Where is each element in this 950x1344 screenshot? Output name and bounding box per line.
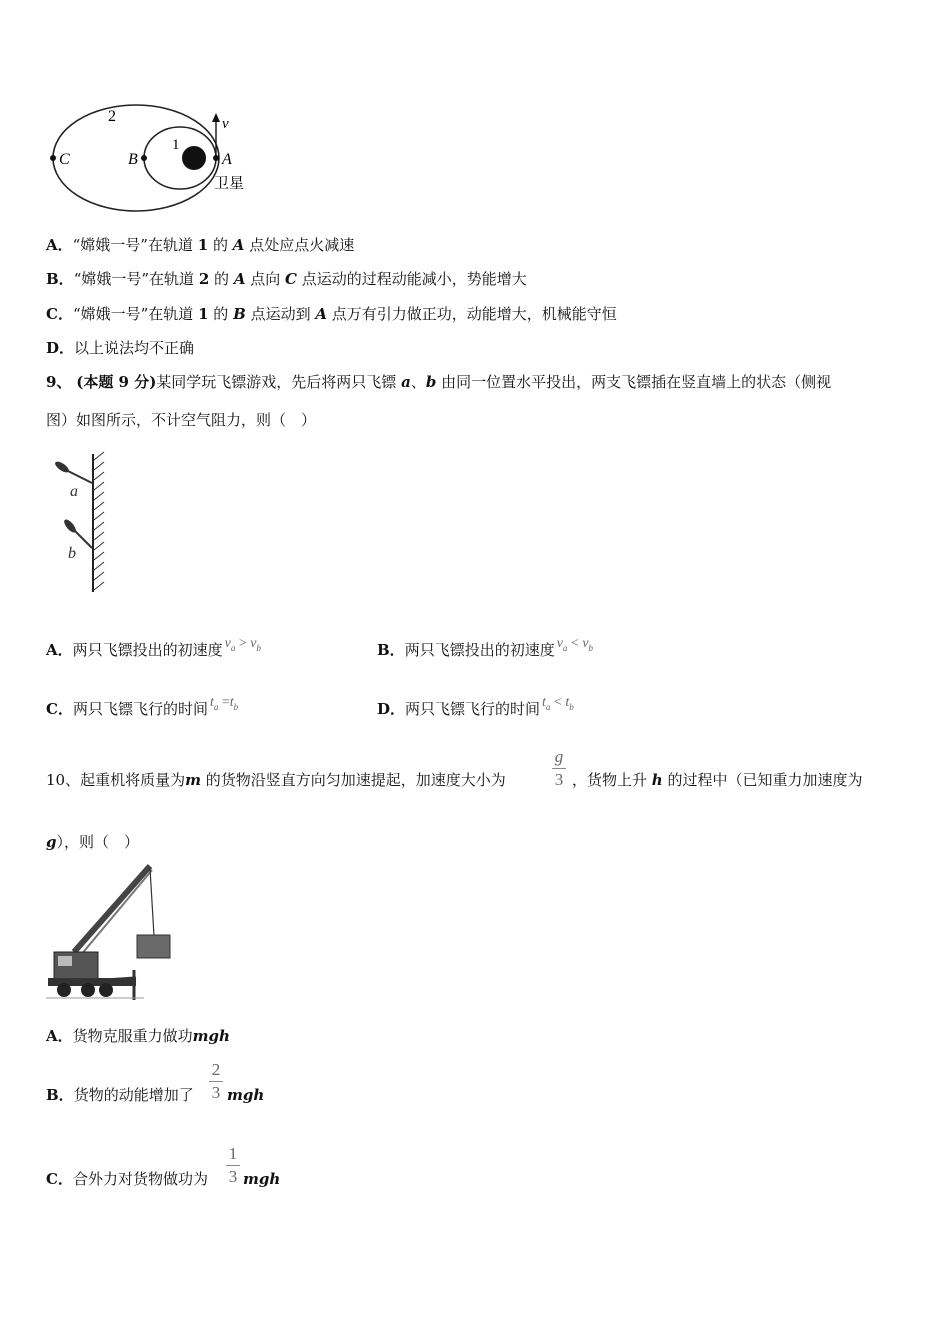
point-var: C xyxy=(285,270,297,288)
option-expr: mgh xyxy=(243,1170,281,1188)
fraction-denominator: 3 xyxy=(554,770,564,789)
crane-wheel xyxy=(57,983,71,997)
q8-option-b[interactable] xyxy=(46,269,527,289)
option-text: 的 xyxy=(214,270,230,288)
var-a: a xyxy=(401,373,411,391)
q9-stem xyxy=(46,372,831,392)
rhs: v xyxy=(250,636,257,651)
rhs: t xyxy=(229,695,234,710)
var-g: g xyxy=(46,833,57,851)
stem-text: 的过程中（已知重力加速度为 xyxy=(667,771,863,789)
orbit-figure xyxy=(44,100,264,220)
crane-wheel xyxy=(99,983,113,997)
q9-option-d[interactable] xyxy=(377,695,574,725)
dart-figure xyxy=(44,450,114,595)
stem-text: 的货物沿竖直方向匀加速提起，加速度大小为 xyxy=(205,771,506,789)
option-letter: B． xyxy=(46,270,74,288)
wall-hatching xyxy=(94,452,104,590)
var-m: m xyxy=(185,771,201,789)
sub: b xyxy=(233,701,239,712)
point-c xyxy=(50,155,56,161)
q9-option-c[interactable] xyxy=(46,695,239,725)
rhs: t xyxy=(565,695,570,710)
option-text: 的 xyxy=(212,236,228,254)
velocity-arrow-head xyxy=(212,113,220,122)
orbit-number: 2 xyxy=(198,270,210,288)
option-text: 点运动到 xyxy=(250,305,311,323)
option-text: 以上说法均不正确 xyxy=(74,339,195,357)
lhs: v xyxy=(224,636,231,651)
crane-cable xyxy=(150,868,154,936)
option-expr: mgh xyxy=(227,1086,265,1104)
dart-label-b: b xyxy=(68,545,76,562)
stem-text: 某同学玩飞镖游戏，先后将两只飞镖 xyxy=(156,373,397,391)
option-text: 点向 xyxy=(250,270,281,288)
q8-option-a[interactable] xyxy=(46,235,354,255)
option-formula xyxy=(542,695,574,710)
sub: b xyxy=(256,642,261,653)
fraction-bar xyxy=(552,768,566,769)
dart-b xyxy=(62,518,92,548)
stem-text: 由同一位置水平投出，两支飞镖插在竖直墙上的状态（侧视 xyxy=(441,373,832,391)
option-letter: D． xyxy=(46,339,75,357)
fraction-denominator: 3 xyxy=(211,1083,221,1102)
q8-option-d[interactable] xyxy=(46,338,194,358)
satellite-label: 卫星 xyxy=(214,176,245,192)
q9-stem-cont xyxy=(46,410,316,430)
q10-stem xyxy=(46,770,506,790)
option-letter: C． xyxy=(46,1170,73,1188)
var-b: b xyxy=(425,373,437,391)
option-text: “嫦娥一号”在轨道 xyxy=(73,270,195,288)
option-letter: A． xyxy=(46,641,73,659)
crane-wheel xyxy=(81,983,95,997)
lhs: v xyxy=(556,636,563,651)
option-letter: A． xyxy=(46,236,73,254)
option-letter: C． xyxy=(46,305,73,323)
op: = xyxy=(221,695,230,710)
option-text: 两只飞镖投出的初速度 xyxy=(404,641,555,659)
q10-stem-cont xyxy=(46,832,139,852)
fraction-numerator: g xyxy=(554,747,564,766)
option-text: 的 xyxy=(213,305,229,323)
point-label-c: C xyxy=(59,151,70,168)
option-formula xyxy=(225,636,261,651)
option-letter: D． xyxy=(377,700,406,718)
option-letter: C． xyxy=(46,700,73,718)
option-formula xyxy=(557,636,593,651)
option-formula xyxy=(210,695,238,710)
crane-cab-window xyxy=(58,956,72,966)
sub: b xyxy=(569,701,574,712)
sub: b xyxy=(588,642,594,653)
question-score: (本题 9 分) xyxy=(76,373,157,391)
q10-option-c[interactable] xyxy=(46,1169,208,1189)
q9-option-b[interactable] xyxy=(377,636,594,666)
cargo-block xyxy=(137,935,170,958)
fraction-numerator: 1 xyxy=(228,1144,238,1163)
dart-label-a: a xyxy=(70,483,78,500)
q10-stem-right xyxy=(572,770,863,790)
sub: a xyxy=(230,642,236,653)
stem-text: 图）如图所示，不计空气阻力，则（ ） xyxy=(46,411,317,429)
orbit-number: 1 xyxy=(198,305,209,323)
accel-fraction xyxy=(552,748,566,789)
option-text: 货物的动能增加了 xyxy=(73,1086,194,1104)
point-b xyxy=(141,155,147,161)
q10-option-b[interactable] xyxy=(46,1085,194,1105)
dart-a xyxy=(53,460,92,483)
moon xyxy=(182,146,206,170)
point-var: A xyxy=(233,270,246,288)
point-label-b: B xyxy=(128,151,138,168)
q10-option-c-expr xyxy=(243,1169,280,1189)
op: > xyxy=(238,636,247,651)
fraction-bar xyxy=(209,1081,223,1082)
stem-text: ），则（ ） xyxy=(56,833,140,851)
sub: a xyxy=(562,642,568,653)
option-text: “嫦娥一号”在轨道 xyxy=(72,305,194,323)
option-c-fraction xyxy=(226,1145,240,1186)
option-b-fraction xyxy=(209,1061,223,1102)
question-number: 10、 xyxy=(46,771,81,789)
point-var: A xyxy=(232,236,245,254)
fraction-numerator: 2 xyxy=(211,1060,221,1079)
q8-option-c[interactable] xyxy=(46,304,617,324)
fraction-bar xyxy=(226,1165,240,1166)
option-text: 两只飞镖投出的初速度 xyxy=(72,641,223,659)
lhs: t xyxy=(209,695,214,710)
option-text: 两只飞镖飞行的时间 xyxy=(72,700,208,718)
q10-option-a[interactable] xyxy=(46,1026,230,1046)
option-letter: B． xyxy=(377,641,405,659)
option-text: 点万有引力做正功，动能增大，机械能守恒 xyxy=(331,305,617,323)
orbit-number: 1 xyxy=(197,236,209,254)
velocity-label: v xyxy=(222,116,229,132)
op: < xyxy=(570,636,579,651)
orbit-label-1: 1 xyxy=(172,137,180,153)
point-var: B xyxy=(233,305,246,323)
orbit-label-2: 2 xyxy=(108,108,116,125)
question-number: 9、 xyxy=(46,373,72,391)
stem-text: 起重机将质量为 xyxy=(80,771,186,789)
option-text: 两只飞镖飞行的时间 xyxy=(405,700,541,718)
sub: a xyxy=(213,701,219,712)
op: < xyxy=(553,695,562,710)
option-letter: A． xyxy=(46,1027,73,1045)
stem-text: ，货物上升 xyxy=(572,771,648,789)
fraction-denominator: 3 xyxy=(228,1167,238,1186)
q10-option-b-expr xyxy=(227,1085,264,1105)
lhs: t xyxy=(542,695,546,710)
option-text: 货物克服重力做功 xyxy=(72,1027,193,1045)
stem-sep: 、 xyxy=(410,373,426,391)
option-letter: B． xyxy=(46,1086,74,1104)
option-text: 点运动的过程动能减小，势能增大 xyxy=(301,270,527,288)
option-expr: mgh xyxy=(192,1027,230,1045)
point-label-a: A xyxy=(222,151,232,168)
rhs: v xyxy=(582,636,589,651)
point-var: A xyxy=(315,305,327,323)
option-text: 点处应点火减速 xyxy=(249,236,355,254)
option-text: 合外力对货物做功为 xyxy=(72,1170,208,1188)
sub: a xyxy=(545,701,551,712)
crane-outrigger xyxy=(104,978,136,980)
var-h: h xyxy=(651,771,663,789)
crane-figure xyxy=(44,860,179,1005)
q9-option-a[interactable] xyxy=(46,636,261,666)
option-text: “嫦娥一号”在轨道 xyxy=(72,236,193,254)
